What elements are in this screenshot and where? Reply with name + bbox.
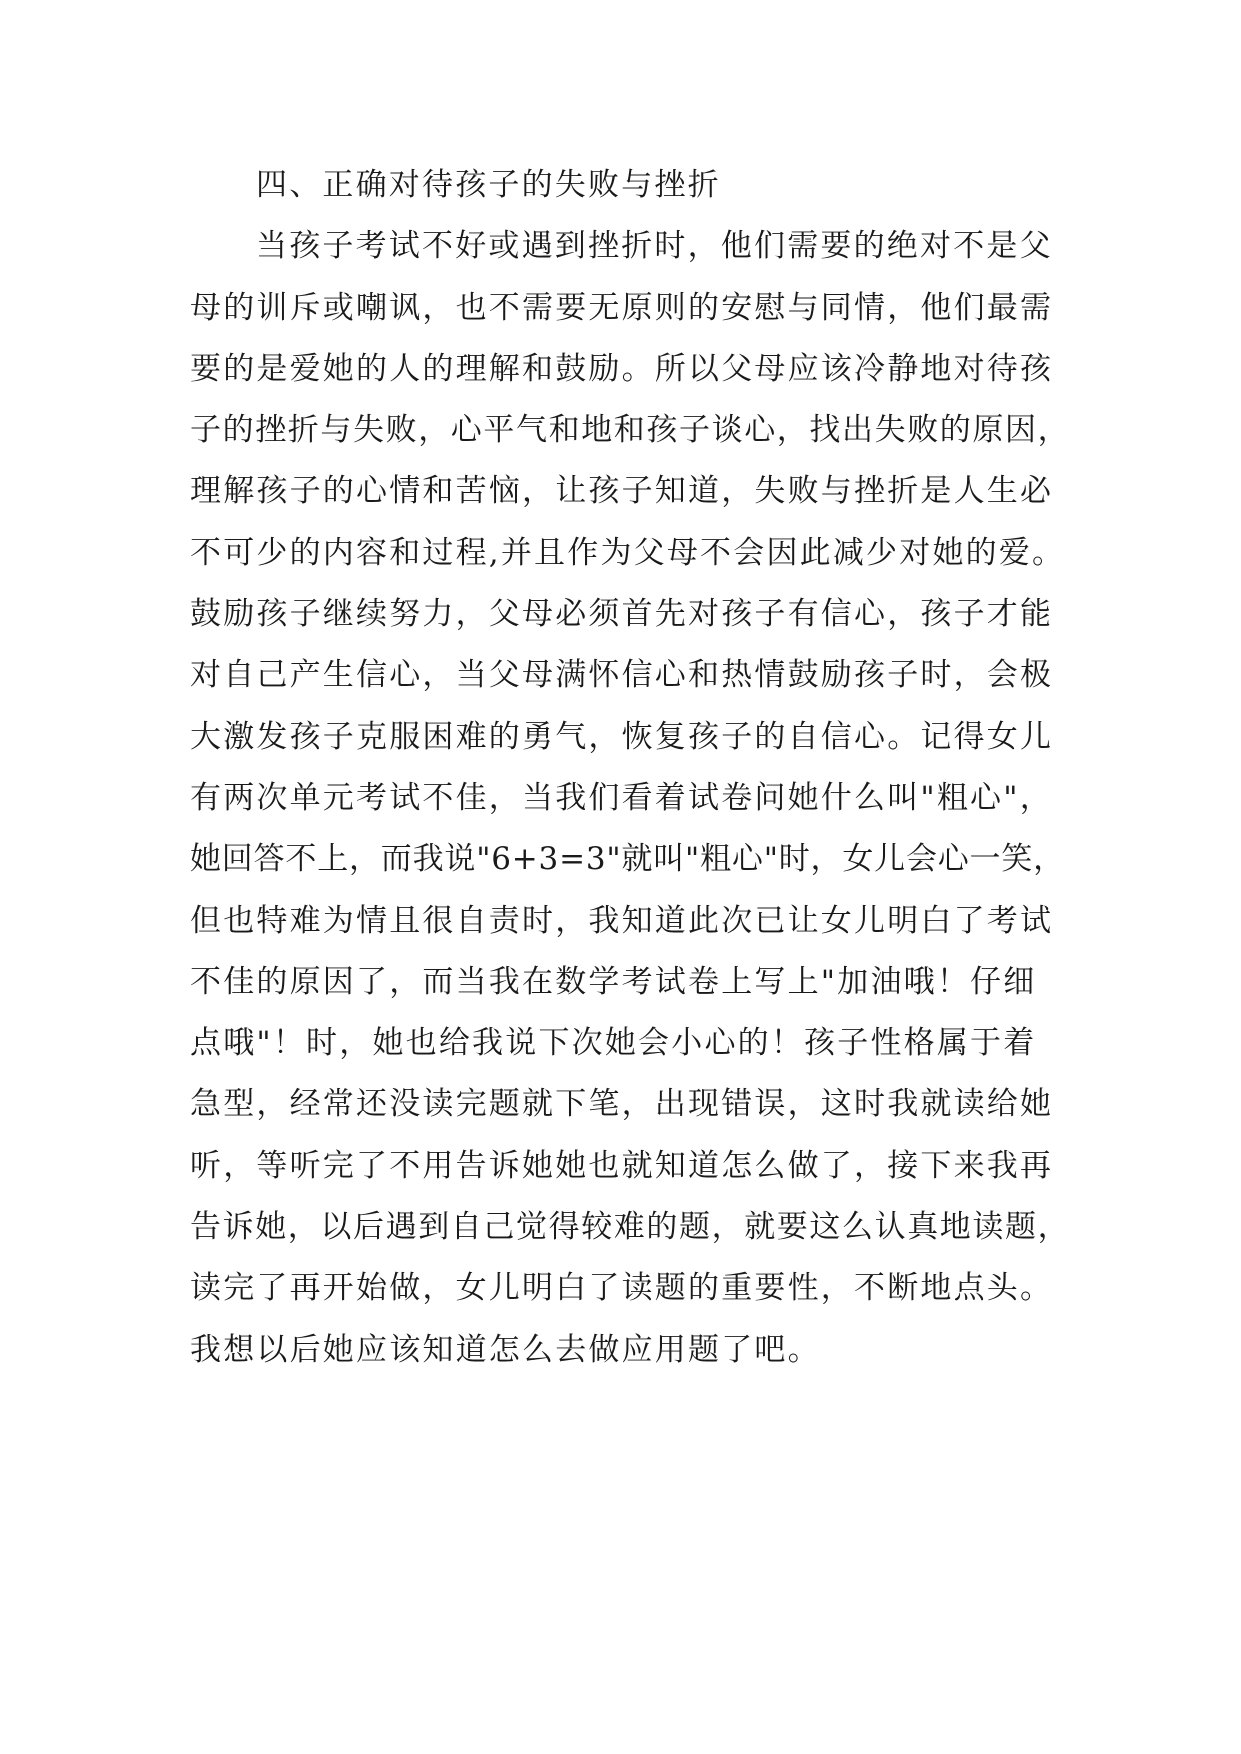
paragraph-line: 鼓励孩子继续努力，父母必须首先对孩子有信心，孩子才能 bbox=[190, 596, 1054, 633]
paragraph-line: 她回答不上，而我说"6+3=3"就叫"粗心"时，女儿会心一笑， bbox=[190, 841, 1065, 878]
paragraph-line: 告诉她，以后遇到自己觉得较难的题，就要这么认真地读题， bbox=[190, 1209, 1071, 1246]
paragraph-line: 子的挫折与失败，心平气和地和孩子谈心，找出失败的原因， bbox=[190, 412, 1071, 449]
paragraph-line: 点哦"！时，她也给我说下次她会小心的！孩子性格属于着 bbox=[190, 1025, 1037, 1062]
paragraph-line: 对自己产生信心，当父母满怀信心和热情鼓励孩子时，会极 bbox=[190, 657, 1054, 694]
paragraph-line: 有两次单元考试不佳，当我们看着试卷问她什么叫"粗心"， bbox=[190, 779, 1053, 816]
paragraph-line: 但也特难为情且很自责时，我知道此次已让女儿明白了考试 bbox=[190, 902, 1054, 939]
paragraph-line: 大激发孩子克服困难的勇气，恢复孩子的自信心。记得女儿 bbox=[190, 718, 1054, 755]
section-heading: 四、正确对待孩子的失败与挫折 bbox=[256, 167, 721, 203]
paragraph-line: 急型，经常还没读完题就下笔，出现错误，这时我就读给她 bbox=[190, 1086, 1054, 1123]
paragraph-line: 要的是爱她的人的理解和鼓励。所以父母应该冷静地对待孩 bbox=[190, 350, 1054, 387]
paragraph-line: 读完了再开始做，女儿明白了读题的重要性，不断地点头。 bbox=[190, 1270, 1054, 1307]
paragraph-line: 我想以后她应该知道怎么去做应用题了吧。 bbox=[190, 1331, 821, 1368]
paragraph-line: 不佳的原因了，而当我在数学考试卷上写上"加油哦！仔细 bbox=[190, 963, 1037, 1000]
paragraph-line: 听，等听完了不用告诉她她也就知道怎么做了，接下来我再 bbox=[190, 1147, 1054, 1184]
paragraph-line: 母的训斥或嘲讽，也不需要无原则的安慰与同情，他们最需 bbox=[190, 289, 1054, 326]
document-body bbox=[190, 155, 1070, 1381]
paragraph-line: 理解孩子的心情和苦恼，让孩子知道，失败与挫折是人生必 bbox=[190, 473, 1054, 510]
paragraph-line: 不可少的内容和过程,并且作为父母不会因此减少对她的爱。 bbox=[190, 534, 1066, 571]
paragraph-line: 当孩子考试不好或遇到挫折时，他们需要的绝对不是父 bbox=[256, 228, 1053, 265]
